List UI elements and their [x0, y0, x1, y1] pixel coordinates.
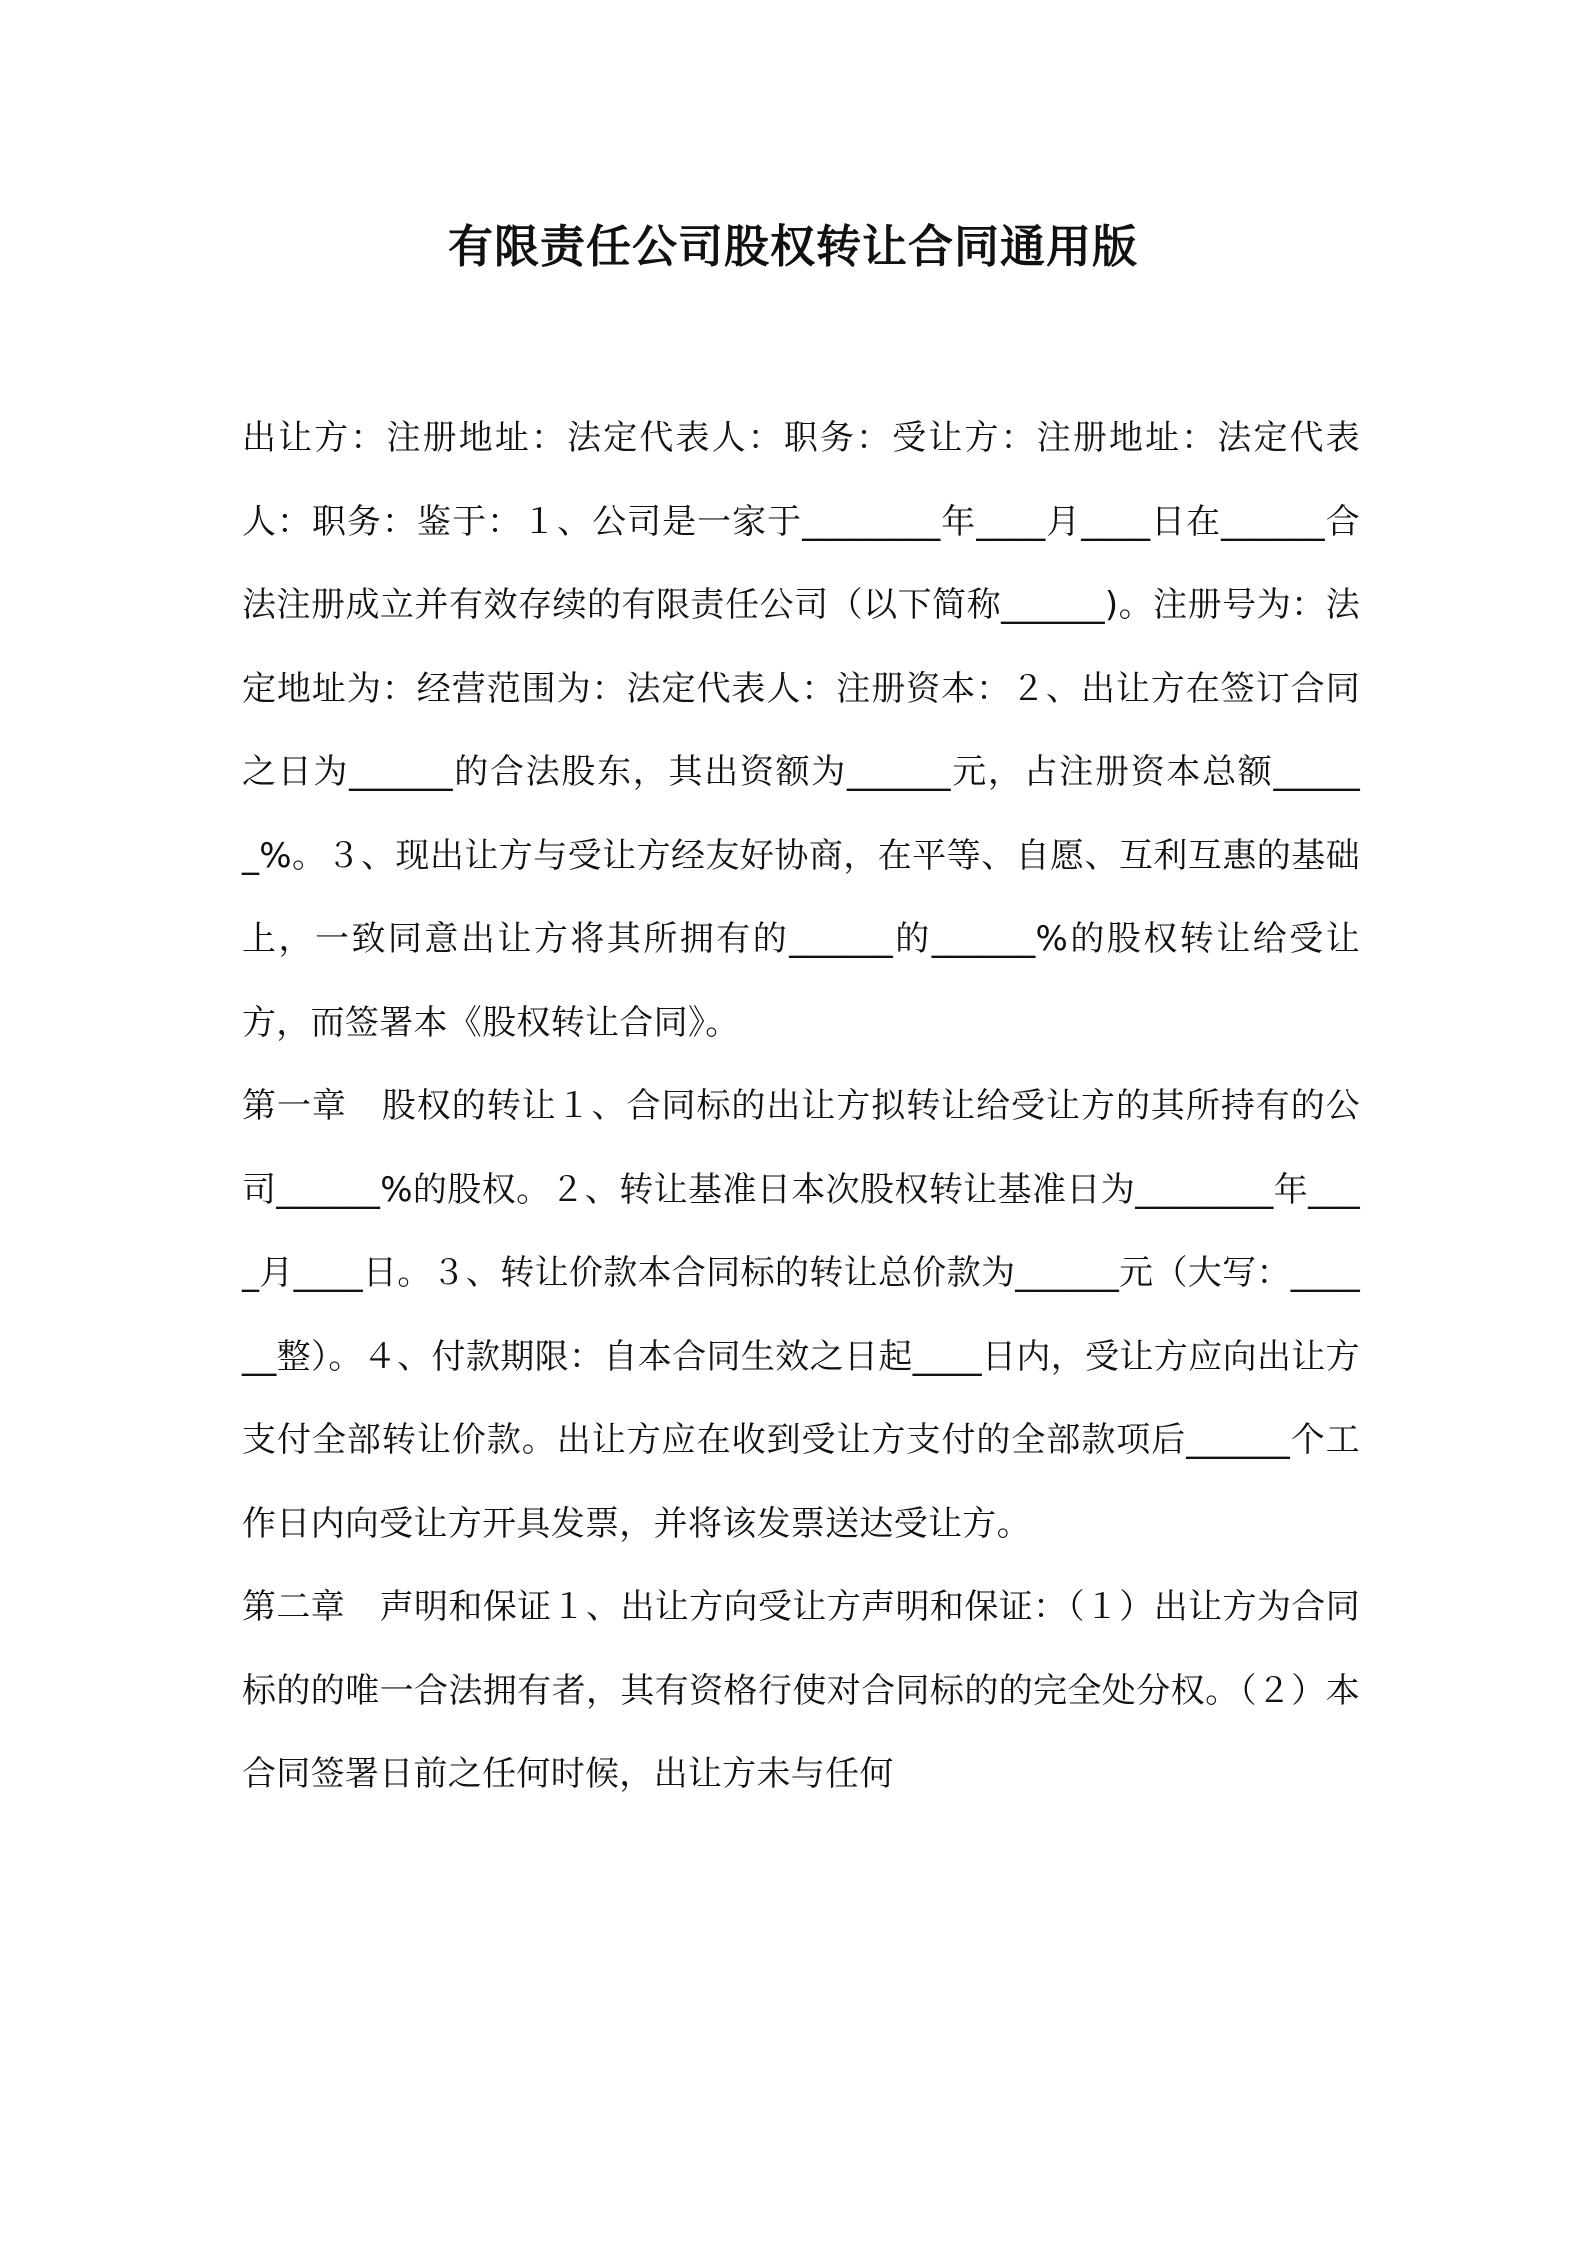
paragraph-preamble: 出让方：注册地址：法定代表人：职务：受让方：注册地址：法定代表人：职务：鉴于：１、公司是一家于________年____月____日在______合法注册成立并有效存续的有限责任公司（以下简称______)。注册号为：法定地址为：经营范围为：法定代表人：注册资本：２、出让方在签订合同之日为______的合法股东，其出资额为______元，占注册资本总额______%。３、现出让方与受让方经友好协商，在平等、自愿、互利互惠的基础上，一致同意出让方将其所拥有的______的______%的股权转让给受让方，而签署本《股权转让合同》。 — [242, 418, 1360, 1043]
document-title: 有限责任公司股权转让合同通用版 — [447, 220, 1138, 273]
document-body — [242, 397, 1360, 1817]
paragraph-chapter-2: 第二章 声明和保证１、出让方向受让方声明和保证：（１）出让方为合同标的的唯一合法拥有者，其有资格行使对合同标的的完全处分权。（２）本合同签署日前之任何时候，出让方未与任何 — [242, 1587, 1360, 1794]
paragraph-chapter-1: 第一章 股权的转让１、合同标的出让方拟转让给受让方的其所持有的公司______%的股权。２、转让基准日本次股权转让基准日为________年____月____日。３、转让价款本合同标的转让总价款为______元（大写：______整）。４、付款期限：自本合同生效之日起____日内，受让方应向出让方支付全部转让价款。出让方应在收到受让方支付的全部款项后______个工作日内向受让方开具发票，并将该发票送达受让方。 — [242, 1086, 1360, 1544]
